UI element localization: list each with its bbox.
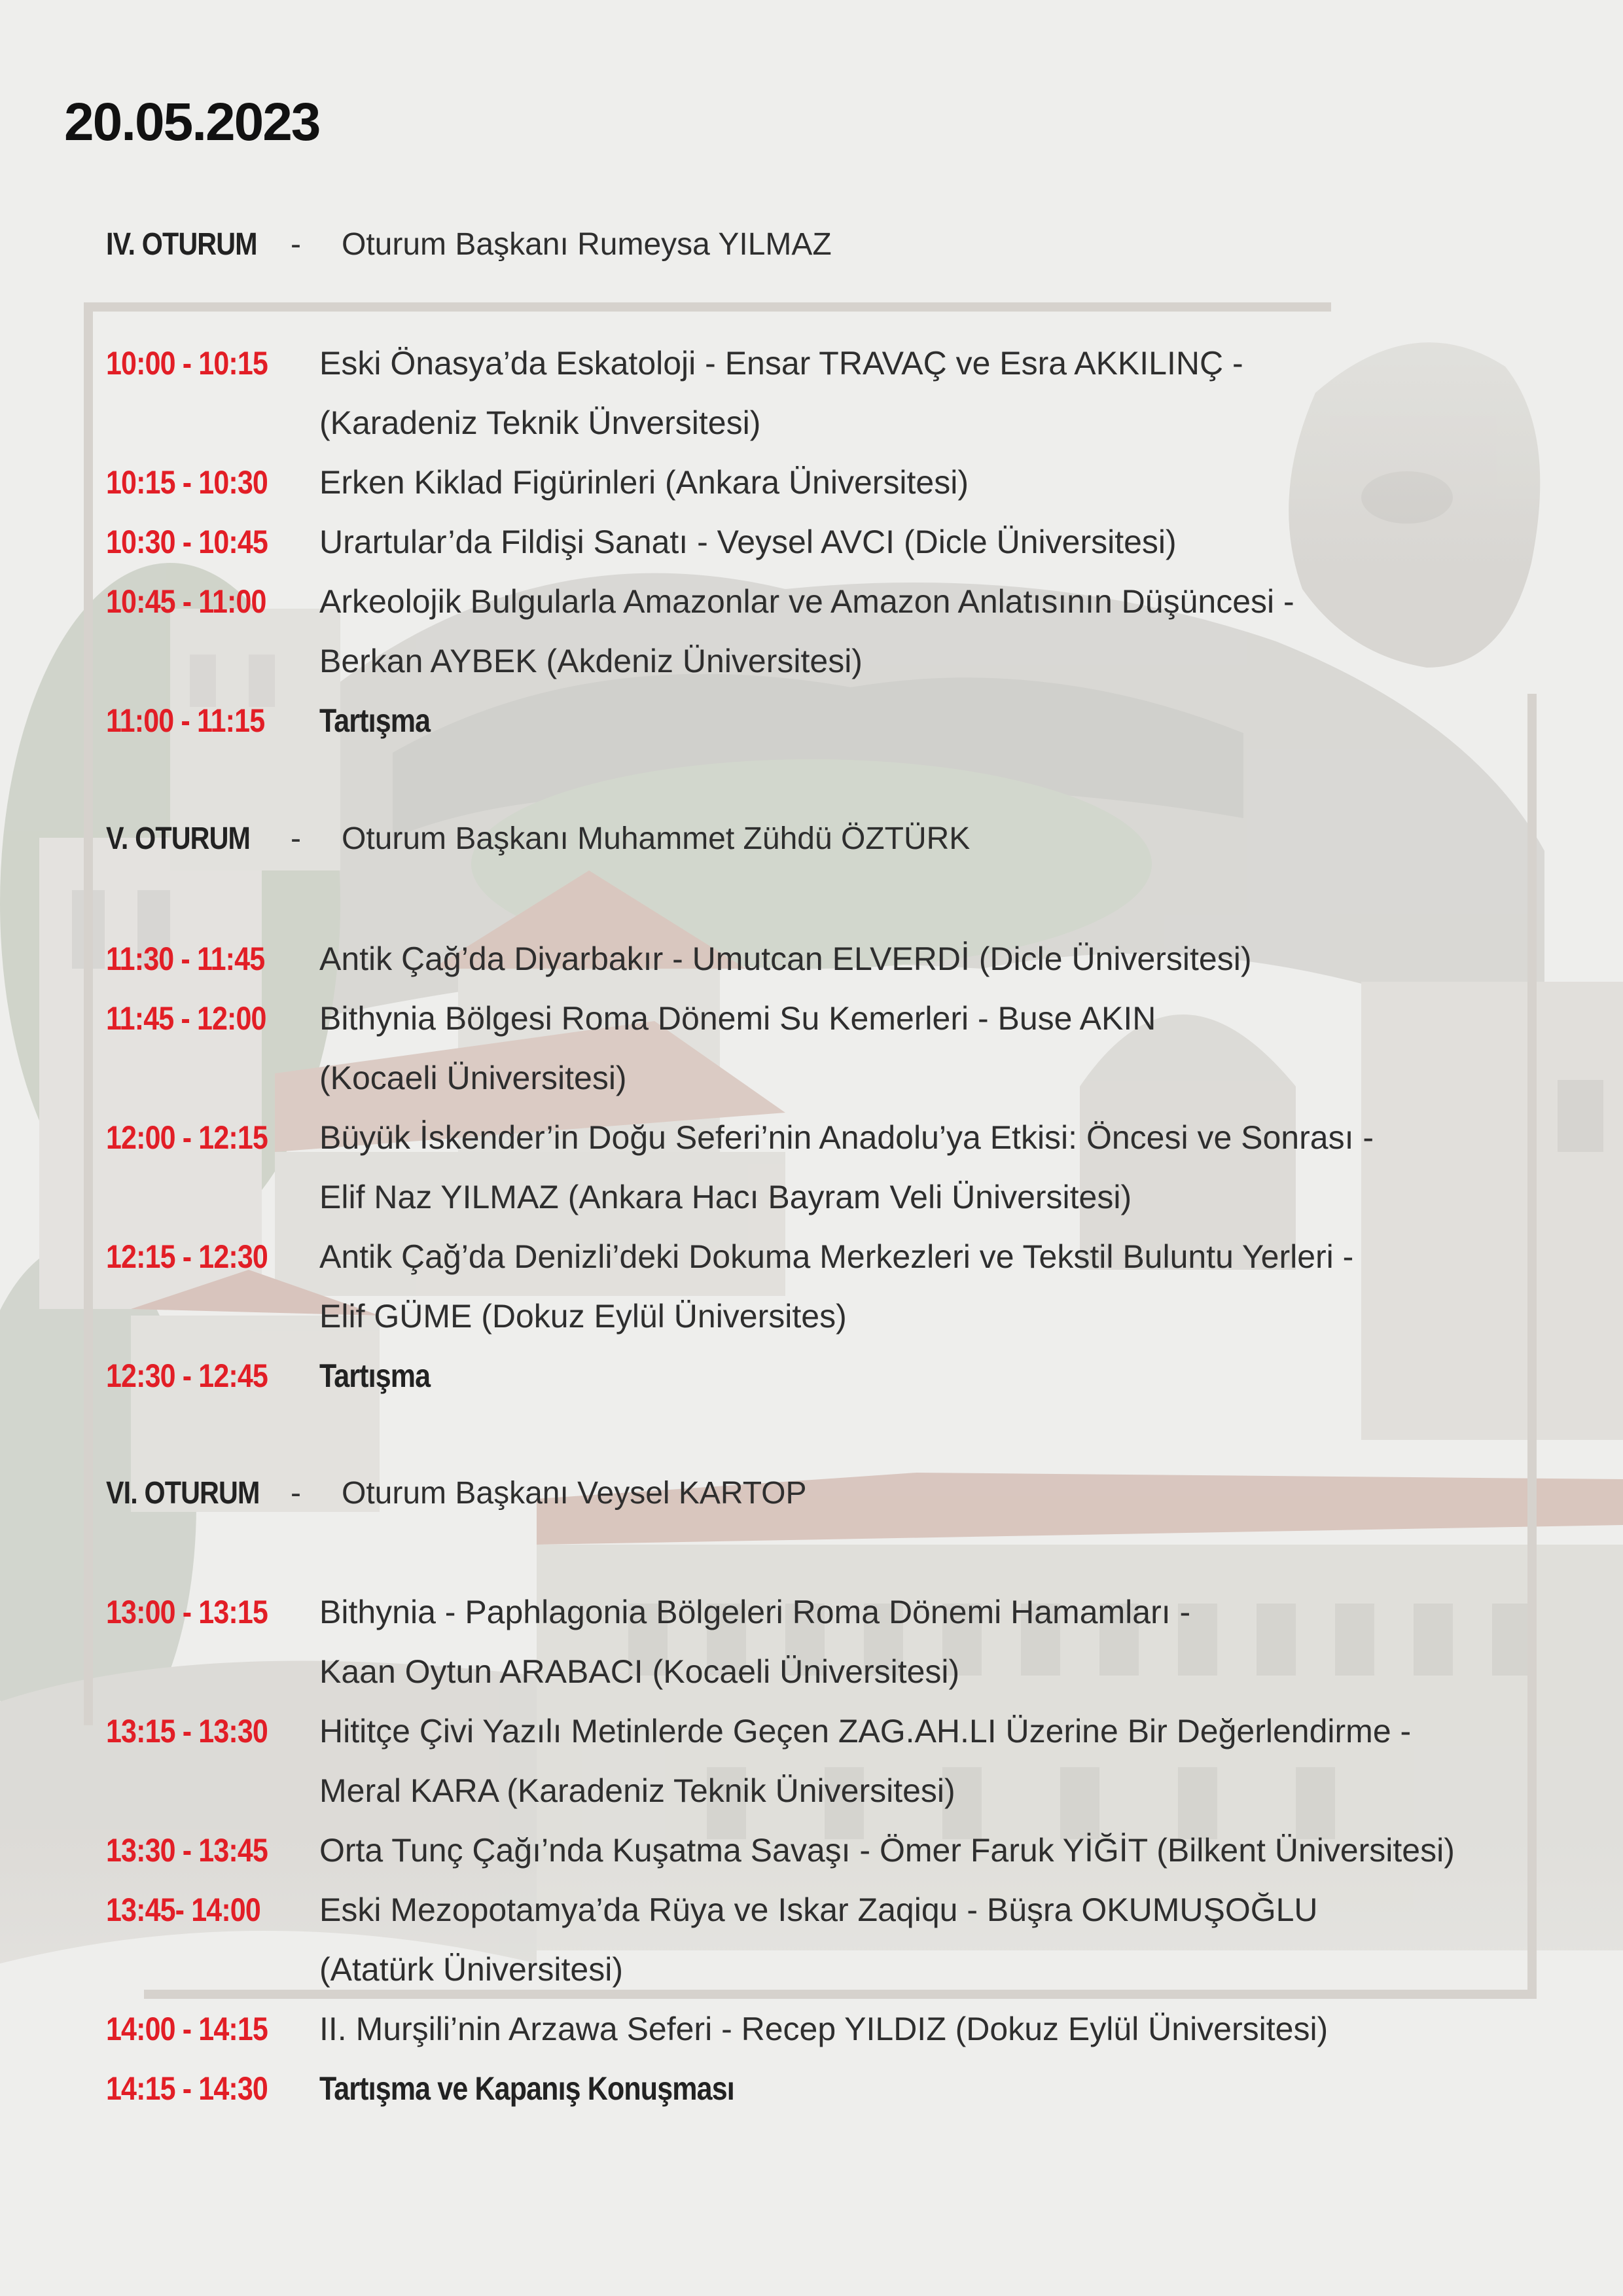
slot-line: Orta Tunç Çağı’nda Kuşatma Savaşı - Ömer Faruk YİĞİT (Bilkent Üniversitesi) bbox=[319, 1832, 1455, 1869]
session-chair: Oturum Başkanı Veysel KARTOP bbox=[342, 1476, 807, 1511]
slot-line: II. Murşili’nin Arzawa Seferi - Recep YILDIZ (Dokuz Eylül Üniversitesi) bbox=[319, 2011, 1329, 2047]
slot-line: Urartular’da Fildişi Sanatı - Veysel AVCI (Dicle Üniversitesi) bbox=[319, 524, 1177, 560]
slot-line: (Kocaeli Üniversitesi) bbox=[319, 1060, 627, 1096]
slot-line: Elif Naz YILMAZ (Ankara Hacı Bayram Veli Üniversitesi) bbox=[319, 1179, 1132, 1215]
slot-title bbox=[319, 989, 1550, 1108]
session-label: IV. OTURUM bbox=[106, 227, 257, 262]
slot-line: Büyük İskender’in Doğu Seferi’nin Anadolu’ya Etkisi: Öncesi ve Sonrası - bbox=[319, 1119, 1374, 1156]
slot-time: 11:45 - 12:00 bbox=[106, 1000, 266, 1037]
slot-title bbox=[319, 1227, 1550, 1346]
slot-line: Eski Önasya’da Eskatoloji - Ensar TRAVAÇ ve Esra AKKILINÇ - bbox=[319, 345, 1243, 382]
slot-title bbox=[319, 1583, 1550, 1702]
slot-time: 10:15 - 10:30 bbox=[106, 464, 268, 501]
slot-line: (Atatürk Üniversitesi) bbox=[319, 1951, 623, 1988]
session-header-iv bbox=[106, 225, 1480, 264]
slot-time: 10:45 - 11:00 bbox=[106, 583, 266, 620]
slot-time: 13:15 - 13:30 bbox=[106, 1713, 268, 1749]
slot-title bbox=[319, 1108, 1550, 1227]
slot-line: Bithynia Bölgesi Roma Dönemi Su Kemerleri - Buse AKIN bbox=[319, 1000, 1156, 1037]
slot-time: 13:45- 14:00 bbox=[106, 1892, 260, 1928]
slot-time: 12:15 - 12:30 bbox=[106, 1238, 268, 1275]
slot-time: 12:00 - 12:15 bbox=[106, 1119, 268, 1156]
slot-title bbox=[319, 1821, 1550, 1880]
session-chair: Oturum Başkanı Muhammet Zühdü ÖZTÜRK bbox=[342, 821, 971, 856]
slot-line: Antik Çağ’da Diyarbakır - Umutcan ELVERDİ (Dicle Üniversitesi) bbox=[319, 941, 1252, 977]
slot-title bbox=[319, 512, 1550, 572]
session-header-vi bbox=[106, 1474, 1480, 1513]
slot-title bbox=[319, 1702, 1550, 1821]
slot-time: 10:00 - 10:15 bbox=[106, 345, 268, 382]
slot-line: Bithynia - Paphlagonia Bölgeleri Roma Dönemi Hamamları - bbox=[319, 1594, 1191, 1630]
session-dash: - bbox=[291, 1476, 301, 1511]
session-dash: - bbox=[291, 821, 301, 856]
slot-time: 12:30 - 12:45 bbox=[106, 1357, 268, 1394]
slot-title bbox=[319, 691, 1378, 751]
session-dash: - bbox=[291, 227, 301, 262]
slot-line: Meral KARA (Karadeniz Teknik Üniversitesi) bbox=[319, 1772, 955, 1809]
session-chair: Oturum Başkanı Rumeysa YILMAZ bbox=[342, 227, 832, 262]
slot-time: 13:00 - 13:15 bbox=[106, 1594, 268, 1630]
slot-line: Erken Kiklad Figürinleri (Ankara Üniversitesi) bbox=[319, 464, 969, 501]
slot-line: Berkan AYBEK (Akdeniz Üniversitesi) bbox=[319, 643, 863, 679]
slot-title bbox=[319, 2000, 1550, 2059]
slot-time: 14:00 - 14:15 bbox=[106, 2011, 268, 2047]
slot-line: Tartışma bbox=[319, 702, 431, 739]
slot-time: 11:00 - 11:15 bbox=[106, 702, 265, 739]
slot-title bbox=[319, 2059, 1378, 2119]
slot-line: Elif GÜME (Dokuz Eylül Üniversites) bbox=[319, 1298, 847, 1335]
slot-line: Tartışma bbox=[319, 1357, 431, 1394]
slot-time: 14:15 - 14:30 bbox=[106, 2070, 268, 2107]
slot-line: Tartışma ve Kapanış Konuşması bbox=[319, 2070, 734, 2107]
session-header-v bbox=[106, 819, 1480, 859]
slot-time: 13:30 - 13:45 bbox=[106, 1832, 268, 1869]
slot-title bbox=[319, 334, 1550, 453]
slot-title bbox=[319, 1880, 1550, 2000]
slot-line: Arkeolojik Bulgularla Amazonlar ve Amazon Anlatısının Düşüncesi - bbox=[319, 583, 1294, 620]
page-date: 20.05.2023 bbox=[64, 92, 320, 152]
slot-title bbox=[319, 1346, 1378, 1406]
slot-line: Eski Mezopotamya’da Rüya ve Iskar Zaqiqu - Büşra OKUMUŞOĞLU bbox=[319, 1892, 1318, 1928]
session-label: V. OTURUM bbox=[106, 821, 251, 856]
slot-line: Antik Çağ’da Denizli’deki Dokuma Merkezleri ve Tekstil Buluntu Yerleri - bbox=[319, 1238, 1354, 1275]
slot-time: 10:30 - 10:45 bbox=[106, 524, 268, 560]
slot-line: Hititçe Çivi Yazılı Metinlerde Geçen ZAG.AH.LI Üzerine Bir Değerlendirme - bbox=[319, 1713, 1412, 1749]
slot-title bbox=[319, 572, 1550, 691]
slot-time: 11:30 - 11:45 bbox=[106, 941, 265, 977]
slot-line: (Karadeniz Teknik Ünversitesi) bbox=[319, 404, 761, 441]
session-label: VI. OTURUM bbox=[106, 1476, 260, 1511]
slot-title bbox=[319, 929, 1550, 989]
slot-line: Kaan Oytun ARABACI (Kocaeli Üniversitesi) bbox=[319, 1653, 960, 1690]
slot-title bbox=[319, 453, 1550, 512]
